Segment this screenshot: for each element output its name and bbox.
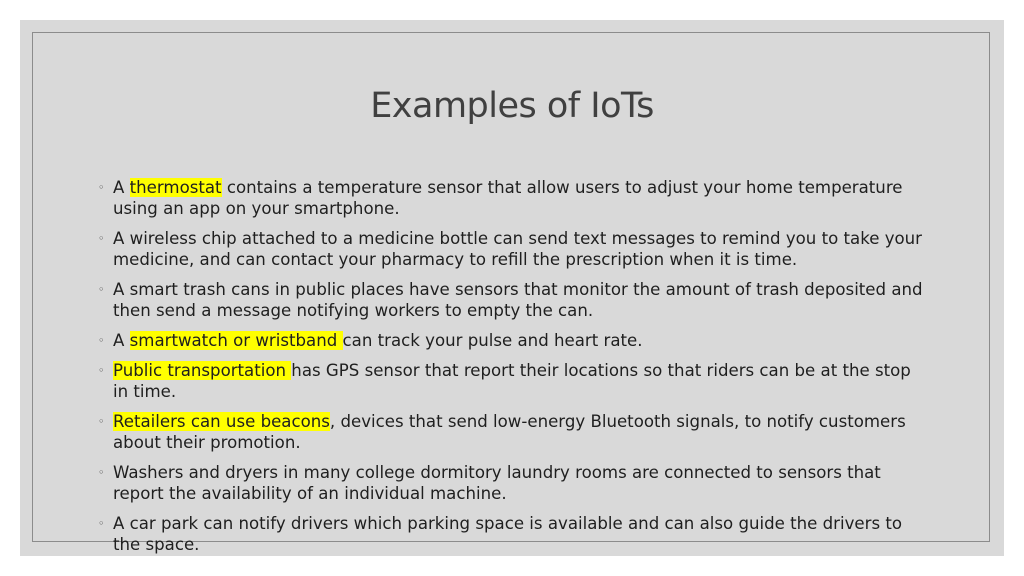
- bullet-circle-icon: ◦: [98, 181, 105, 194]
- bullet-text-post: , devices that send low-energy Bluetooth signals, to notify customers about their promotion.: [113, 412, 906, 452]
- slide-title: Examples of IoTs: [370, 86, 654, 126]
- bullet-circle-icon: ◦: [98, 334, 105, 347]
- slide: [20, 20, 1004, 556]
- bullet-circle-icon: ◦: [98, 232, 105, 245]
- bullet-circle-icon: ◦: [98, 364, 105, 377]
- bullet-highlight: thermostat: [129, 178, 222, 197]
- bullet-item-smartwatch: [98, 330, 928, 351]
- bullet-highlight: smartwatch or wristband: [129, 331, 343, 350]
- bullet-item-washers-dryers: [98, 462, 928, 504]
- bullet-text-post: can track your pulse and heart rate.: [342, 331, 643, 350]
- bullet-text-pre: A: [113, 178, 130, 197]
- bullet-highlight: Public transportation: [113, 361, 292, 380]
- bullet-item-public-transportation: [98, 360, 928, 402]
- bullet-text-pre: A wireless chip attached to a medicine bottle can send text messages to remind you to take your medicine, and can contact your pharmacy to refill the prescription when it is time.: [113, 229, 923, 269]
- bullet-text-pre: A car park can notify drivers which parking space is available and can also guide the drivers to the space.: [113, 514, 903, 554]
- bullet-list: [98, 177, 928, 564]
- bullet-item-car-park: [98, 513, 928, 555]
- bullet-text-pre: A: [113, 331, 130, 350]
- bullet-highlight: Retailers can use beacons: [113, 412, 330, 431]
- bullet-item-trash-cans: [98, 279, 928, 321]
- bullet-text-post: contains a temperature sensor that allow users to adjust your home temperature using an app on your smartphone.: [113, 178, 903, 218]
- bullet-text-pre: Washers and dryers in many college dormitory laundry rooms are connected to sensors that report the availability of an individual machine.: [113, 463, 881, 503]
- bullet-text-post: has GPS sensor that report their locations so that riders can be at the stop in time.: [113, 361, 911, 401]
- bullet-item-thermostat: [98, 177, 928, 219]
- bullet-circle-icon: ◦: [98, 415, 105, 428]
- bullet-circle-icon: ◦: [98, 283, 105, 296]
- bullet-circle-icon: ◦: [98, 517, 105, 530]
- bullet-item-medicine-bottle: [98, 228, 928, 270]
- bullet-text-pre: A smart trash cans in public places have sensors that monitor the amount of trash deposited and then send a message notifying workers to empty the can.: [113, 280, 923, 320]
- bullet-item-retailers: [98, 411, 928, 453]
- bullet-circle-icon: ◦: [98, 466, 105, 479]
